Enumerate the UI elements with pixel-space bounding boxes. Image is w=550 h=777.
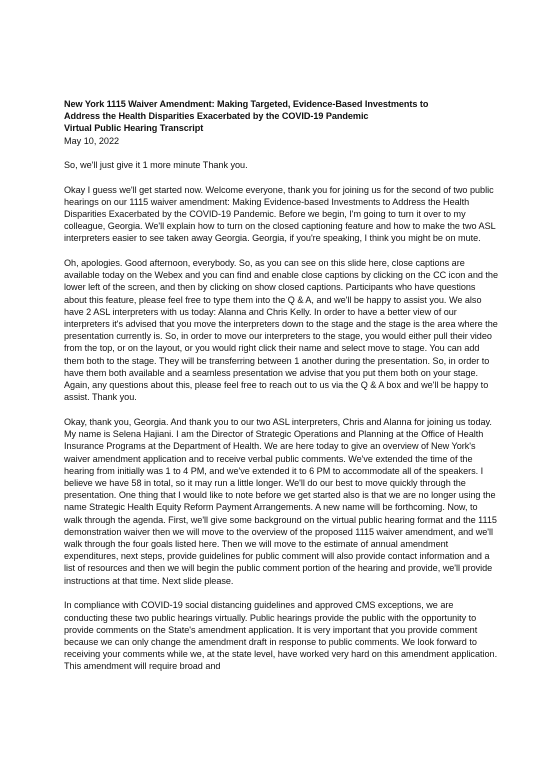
document-title-line-1: New York 1115 Waiver Amendment: Making Targeted, Evidence-Based Investments to	[64, 99, 429, 109]
document-subtitle: Virtual Public Hearing Transcript	[64, 123, 204, 134]
transcript-paragraph: In compliance with COVID-19 social distancing guidelines and approved CMS exceptions, we are conducting these two public hearings virtually. Public hearings provide the public with the opportunity to provide comments on the State's amendment application. It is very important that you provide comment because we can only change the amendment draft in response to public comments. We look forward to receiving your comments while we, at the state level, have worked very hard on this amendment application. This amendment will require broad and	[64, 600, 498, 672]
document-date: May 10, 2022	[64, 135, 120, 146]
transcript-paragraph: Okay I guess we'll get started now. Welcome everyone, thank you for joining us for the second of two public hearings on our 1115 waiver amendment: Making Evidence-based Investments to Address the Health Disparities Exacerbated by the COVID-19 Pandemic. Before we begin, I'm going to turn it over to my colleague, Georgia. We'll explain how to turn on the closed captioning feature and how to make the two ASL interpreters easier to see taken away Georgia. Georgia, if you're speaking, I think you might be on mute.	[64, 184, 496, 244]
transcript-paragraph: Okay, thank you, Georgia. And thank you to our two ASL interpreters, Chris and Alanna for joining us today. My name is Selena Hajiani. I am the Director of Strategic Operations and Planning at the Office of Health Insurance Programs at the Department of Health. We are here today to give an overview of New York's waiver amendment application and to receive verbal public comments. We've extended the time of the hearing from initially was 1 to 4 PM, and we've extended it to 6 PM to accommodate all of the speakers. I believe we have 58 in total, so it may run a little longer. We'll do our best to move quickly through the presentation. One thing that I would like to note before we get started also is that we are no longer using the name Strategic Health Equity Reform Payment Arrangements. A new name will be forthcoming. Now, to walk through the agenda. First, we'll give some background on the virtual public hearing format and the 1115 demonstration waiver then we will move to the overview of the proposed 1115 waiver amendment, and we'll walk through the four goals listed here. Then we will move to the estimate of annual amendment expenditures, next steps, provide guidelines for public comment will also provide contact information and a list of resources and then we will begin the public comment portion of the hearing and provide, we'll provide instructions at that time. Next slide please.	[64, 416, 497, 586]
transcript-paragraph: So, we'll just give it 1 more minute Thank you.	[64, 159, 248, 170]
document-header	[64, 98, 498, 147]
transcript-paragraph: Oh, apologies. Good afternoon, everybody. So, as you can see on this slide here, close captions are available today on the Webex and you can find and enable close captions by clicking on the CC icon and the lower left of the screen, and then by clicking on show closed captions. Participants who have questions about this feature, please feel free to type them into the Q & A, and we'll be happy to assist you. We also have 2 ASL interpreters with us today: Alanna and Chris Kelly. In order to have a better view of our interpreters it's advised that you move the interpreters down to the stage and the stage is the area where the presentation currently is. So, in order to move our interpreters to the stage, you would either pull their video from the top, or on the layout, or you would right click their name and select move to stage. You can add them both to the stage. They will be transferring between 1 another during the presentation. So, in order to have them both available and a seamless presentation we advise that you put them both on your stage. Again, any questions about this, please feel free to reach out to us via the Q & A box and we'll be happy to assist. Thank you.	[64, 258, 498, 403]
document-title-line-2: Address the Health Disparities Exacerbated by the COVID-19 Pandemic	[64, 111, 369, 122]
